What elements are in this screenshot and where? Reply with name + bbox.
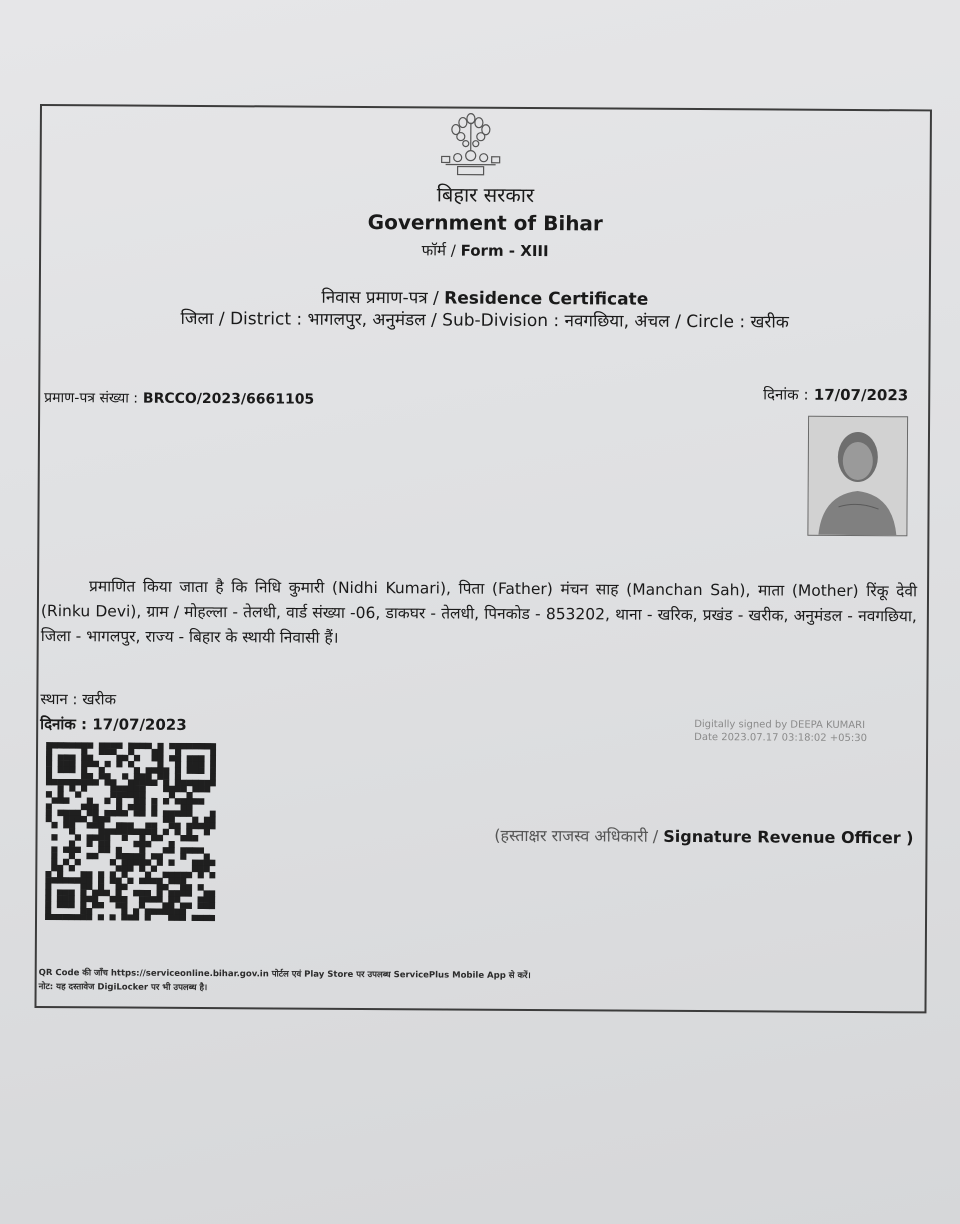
place-value: खरीक [82, 690, 117, 709]
certificate-number-label: प्रमाण-पत्र संख्या : [44, 390, 139, 407]
form-hindi: फॉर्म [421, 241, 447, 260]
digilocker-note: नोट: यह दस्तावेज DigiLocker पर भी उपलब्ध है। [38, 982, 208, 994]
certificate-title: निवास प्रमाण-पत्र / Residence Certificate [321, 287, 649, 310]
district-line: जिला / District : भागलपुर, अनुमंडल / Sub-Division : नवगछिया, अंचल / Circle : खरीक [180, 308, 789, 333]
issue-date [763, 384, 908, 405]
certificate-number-value: BRCCO/2023/6661105 [142, 390, 315, 408]
signing-date [40, 714, 187, 735]
digital-signature [694, 718, 867, 745]
signature-line [494, 824, 913, 849]
form-english: Form - XIII [460, 241, 549, 261]
title-hindi: निवास प्रमाण-पत्र [321, 287, 428, 309]
qr-code-icon[interactable] [45, 742, 216, 921]
certificate-number [44, 388, 314, 409]
government-english: Government of Bihar [367, 210, 603, 236]
digital-signature-date: Date 2023.07.17 03:18:02 +05:30 [694, 732, 867, 745]
qr-verify-note: QR Code की जाँच https://serviceonline.bihar.gov.in पोर्टल एवं Play Store पर उपलब्ध ServicePlus Mobile App से करें। [38, 968, 531, 982]
issue-date-value: 17/07/2023 [813, 385, 909, 405]
place [40, 689, 116, 709]
signing-date-value: 17/07/2023 [92, 715, 187, 734]
footer-notes [39, 966, 531, 997]
certificate-body: प्रमाणित किया जाता है कि निधि कुमारी (Nidhi Kumari), पिता (Father) मंचन साह (Manchan Sah), माता (Mother) रिंकू देवी (Rinku Devi), ग्राम / मोहल्ला - तेलधी, वार्ड संख्या -06, डाकघर - तेलधी, पिनकोड - 853202, थाना - खरिक, प्रखंड - खरीक, अनुमंडल - नवगछिया, जिला - भागलपुर, राज्य - बिहार के स्थायी निवासी हैं। [40, 577, 918, 647]
government-hindi: बिहार सरकार [436, 182, 535, 208]
place-label: स्थान : [40, 690, 78, 709]
certificate-frame [34, 104, 932, 1013]
signature-english: Signature Revenue Officer ) [663, 826, 914, 848]
title-english: Residence Certificate [444, 288, 649, 310]
bihar-emblem-icon [436, 110, 506, 178]
signature-hindi: (हस्ताक्षर राजस्व अधिकारी / [494, 825, 659, 846]
issue-date-label: दिनांक : [763, 385, 809, 404]
form-label: फॉर्म / Form - XIII [421, 241, 549, 261]
signing-date-label: दिनांक : [40, 715, 88, 734]
applicant-photo [807, 416, 908, 537]
digital-signature-name: Digitally signed by DEEPA KUMARI [694, 719, 866, 732]
